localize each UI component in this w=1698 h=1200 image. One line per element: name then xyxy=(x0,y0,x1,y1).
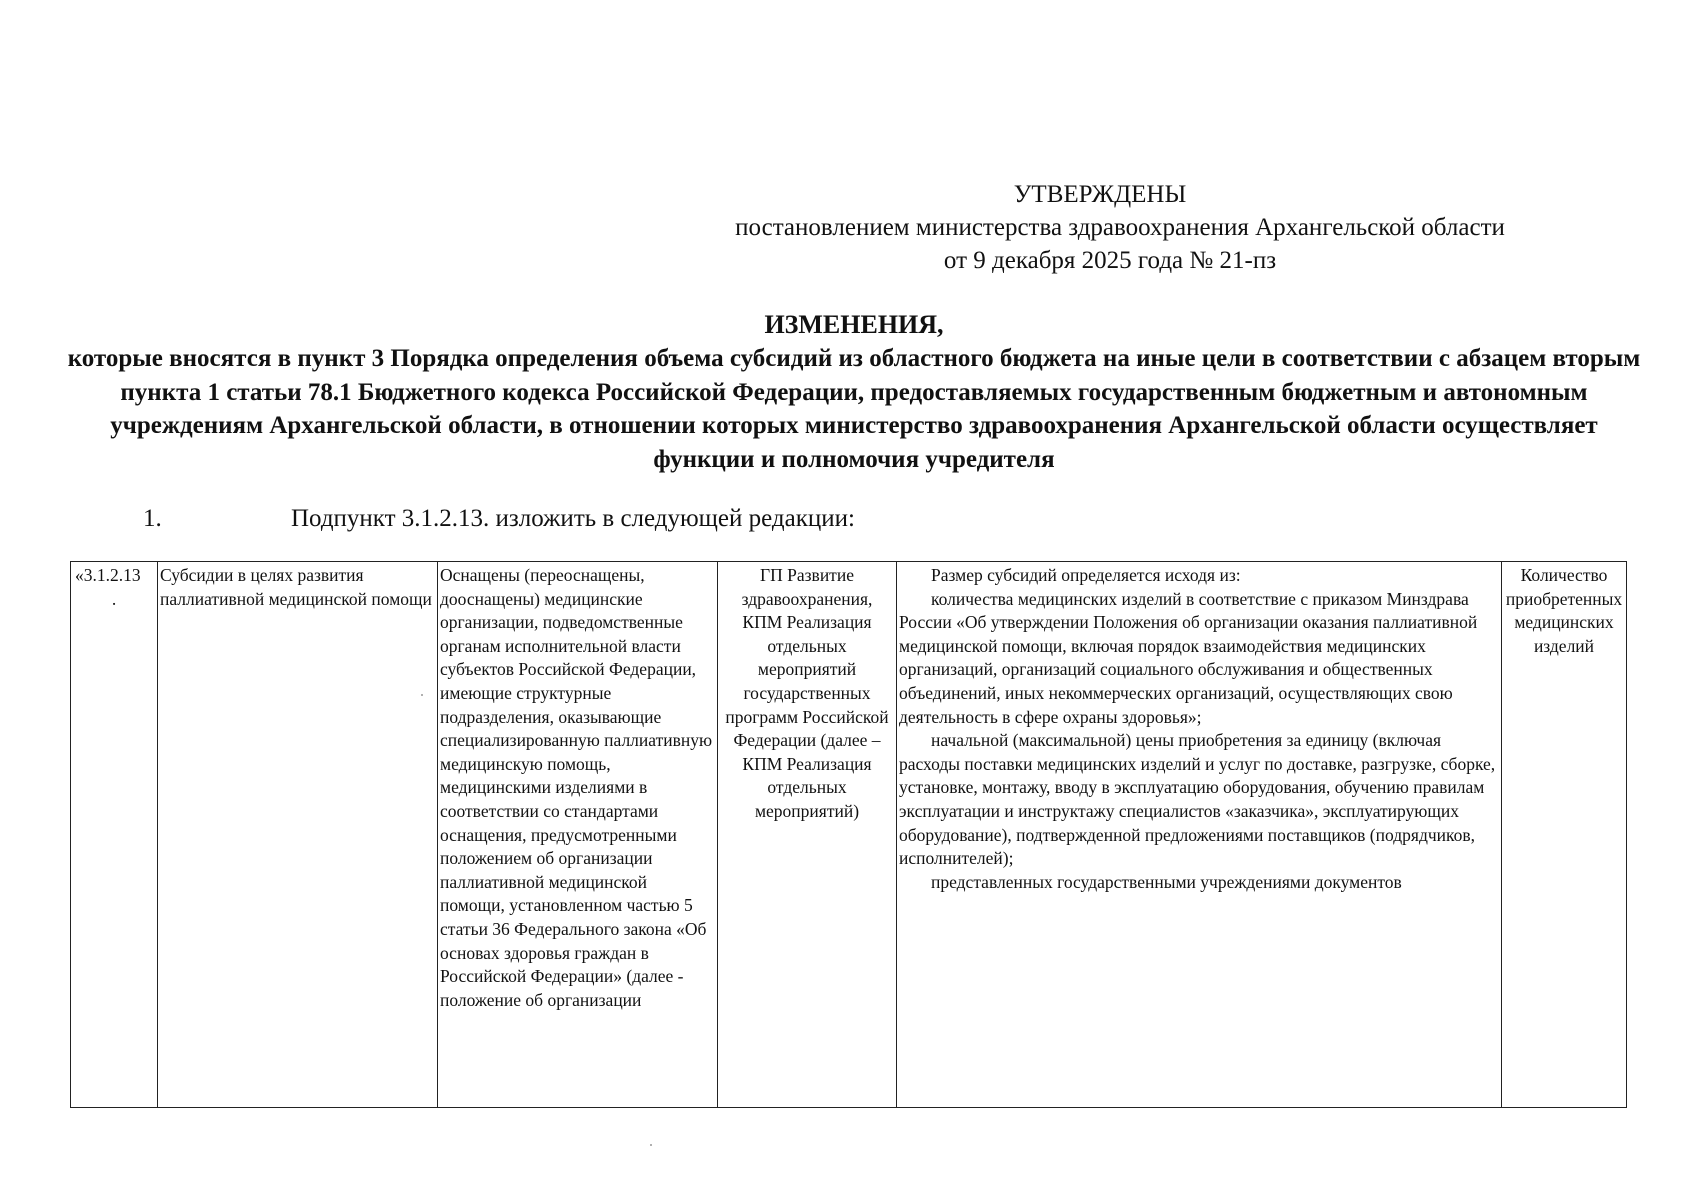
scan-speck xyxy=(650,1144,652,1146)
scan-speck xyxy=(421,694,423,696)
table-row xyxy=(71,562,1627,1108)
cell-name: Субсидии в целях развития паллиативной медицинской помощи xyxy=(158,562,438,1108)
cell-calculation xyxy=(897,562,1502,1108)
approval-date: от 9 декабря 2025 года № 21-пз xyxy=(943,247,1277,274)
document-title: ИЗМЕНЕНИЯ, xyxy=(764,310,944,339)
calc-paragraph-1: количества медицинских изделий в соответствие с приказом Минздрава России «Об утверждении Положения об организации оказания паллиативной медицинской помощи, включая порядок взаимодействия медицинских организаций, организаций социального обслуживания и общественных объединений, иных некоммерческих организаций, осуществляющих свою деятельность в сфере охраны здоровья»; xyxy=(899,588,1478,727)
code-suffix: . xyxy=(111,588,117,609)
changes-table xyxy=(70,561,1627,1108)
cell-program: ГП Развитие здравоохранения, КПМ Реализация отдельных мероприятий государственных программ Российской Федерации (далее – КПМ Реализация отдельных мероприятий) xyxy=(718,562,897,1108)
calc-intro: Размер субсидий определяется исходя из: xyxy=(931,565,1241,585)
code-text: «3.1.2.13 xyxy=(75,565,141,585)
item-text: Подпункт 3.1.2.13. изложить в следующей редакции: xyxy=(291,505,855,532)
document-heading xyxy=(60,308,1648,476)
cell-unit: Количество приобретенных медицинских изделий xyxy=(1502,562,1627,1108)
approval-block xyxy=(640,178,1600,277)
approval-title: УТВЕРЖДЕНЫ xyxy=(1013,181,1187,208)
cell-result: Оснащены (переоснащены, дооснащены) медицинские организации, подведомственные органам исполнительной власти субъектов Российской Федерации, имеющие структурные подразделения, оказывающие специализированную паллиативную медицинскую помощь, медицинскими изделиями в соответствии со стандартами оснащения, предусмотренными положением об организации паллиативной медицинской помощи, установленном частью 5 статьи 36 Федерального закона «Об основах здоровья граждан в Российской Федерации» (далее - положение об организации xyxy=(438,562,718,1108)
document-subtitle: которые вносятся в пункт 3 Порядка определения объема субсидий из областного бюджета на иные цели в соответствии с абзацем вторым пункта 1 статьи 78.1 Бюджетного кодекса Российской Федерации, предоставляемых государственным бюджетным и автономным учреждениям Архангельской области, в отношении которых министерство здравоохранения Архангельской области осуществляет функции и полномочия учредителя xyxy=(67,345,1641,473)
item-number: 1. xyxy=(143,505,162,532)
approval-decree: постановлением министерства здравоохранения Архангельской области xyxy=(735,214,1505,241)
cell-code xyxy=(71,562,158,1108)
calc-paragraph-3: представленных государственными учреждениями документов xyxy=(931,871,1402,892)
change-item xyxy=(143,503,855,535)
calc-paragraph-2: начальной (максимальной) цены приобретения за единицу (включая расходы поставки медицинских изделий и услуг по доставке, разгрузке, сборке, установке, монтажу, вводу в эксплуатацию оборудования, обучению правилам эксплуатации и инструктажу специалистов «заказчика», эксплуатирующих оборудование), подтвержденной предложениями поставщиков (подрядчиков, исполнителей); xyxy=(899,730,1496,869)
